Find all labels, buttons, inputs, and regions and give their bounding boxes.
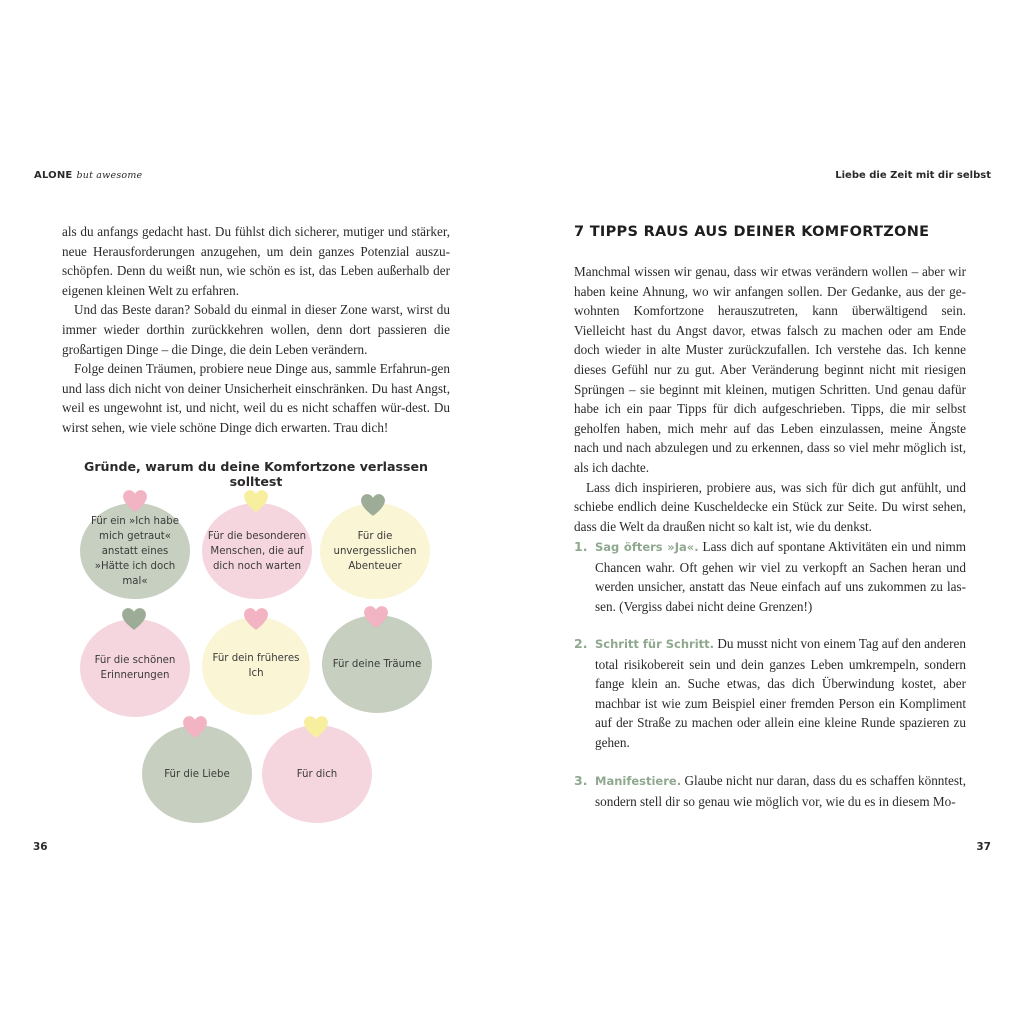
left-page-text (62, 222, 450, 438)
brand-script: but awesome (76, 170, 143, 181)
tip-item (574, 771, 966, 811)
heart-icon (182, 715, 208, 739)
bubble-text: Für die schönen Erinnerungen (94, 655, 176, 681)
bubble-text: Für dein früheres Ich (212, 653, 300, 679)
tip-number: 2. (574, 636, 588, 651)
reason-bubble (142, 725, 252, 823)
tip-lead: Schritt für Schritt. (595, 637, 715, 651)
heart-icon (363, 605, 389, 629)
heart-icon (243, 607, 269, 631)
heart-icon (122, 489, 148, 513)
reason-bubble (80, 503, 190, 599)
tip-number: 3. (574, 773, 588, 788)
tip-item (574, 634, 966, 753)
running-head-left (34, 170, 142, 181)
paragraph: Folge deinen Träumen, probiere neue Dinge aus, sammle Erfahrun-gen und lass dich nicht von deiner Unsicherheit einschränken. Du hast Angst, weil es ungewohnt ist, und nicht, weil du es nicht schaffen wür-dest. Du wirst sehen, wie viele schöne Dinge dich erwarten. Trau dich! (62, 361, 450, 435)
paragraph: als du anfangs gedacht hast. Du fühlst dich sicherer, mutiger und stärker, neue Herausforderungen anzugehen, um dein ganzes Potenzial auszu-schöpfen. Denn du weißt nun, wie schön es ist, das Leben außerhalb der eigenen kleinen Welt zu erfahren. (62, 224, 450, 298)
reason-bubble (320, 503, 430, 599)
heart-icon (360, 493, 386, 517)
infographic-title: Gründe, warum du deine Komfortzone verlassen solltest (84, 459, 428, 489)
bubble-text: Für deine Träume (332, 658, 422, 670)
reason-bubble (262, 725, 372, 823)
paragraph: Und das Beste daran? Sobald du einmal in dieser Zone warst, wirst du immer wieder dorthin zurückkehren wollen, denn dort passieren die großartigen Dinge – die Dinge, die dein Leben verändern. (62, 302, 450, 357)
tip-text: Lass dich auf spontane Aktivitäten ein und nimm Chancen wahr. Oft gehen wir viel zu verkopft an Sachen heran und werden unsicher, anstatt das Neue einfach auf uns zukommen zu las-sen. (Vergiss dabei nicht deine Grenzen!) (595, 539, 966, 614)
tip-lead: Manifestiere. (595, 774, 682, 788)
reason-bubble (202, 617, 310, 715)
heart-icon (243, 489, 269, 513)
reason-bubble (322, 615, 432, 713)
reason-bubble (202, 503, 312, 599)
bubble-text: Für ein »Ich habe mich getraut« anstatt eines »Hätte ich doch mal« (91, 515, 179, 587)
tip-text: Glaube nicht nur daran, dass du es schaffen könntest, sondern stell dir so genau wie möglich vor, wie du es in diesem Mo- (595, 773, 966, 809)
tip-number: 1. (574, 539, 588, 554)
bubble-text: Für dich (296, 768, 338, 780)
running-head-right: Liebe die Zeit mit dir selbst (835, 170, 991, 181)
bubble-text: Für die unvergesslichen Abenteuer (333, 530, 417, 572)
paragraph: Lass dich inspirieren, probiere aus, was sich für dich gut anfühlt, und schiebe endlich deine Kuscheldecke ein Stück zur Seite. Du wirst sehen, dass die Welt da draußen nicht so kalt ist, wie du denkst. (574, 479, 966, 534)
heart-icon (121, 607, 147, 631)
brand-title: ALONE (34, 170, 73, 181)
reason-bubble (80, 619, 190, 717)
bubble-text: Für die besonderen Menschen, die auf dich noch warten (207, 530, 307, 572)
heart-icon (303, 715, 329, 739)
bubble-text: Für die Liebe (164, 768, 230, 780)
tip-item (574, 537, 966, 616)
tip-lead: Sag öfters »Ja«. (595, 540, 699, 554)
page-number-right: 37 (976, 841, 991, 853)
page-number-left: 36 (33, 841, 48, 853)
section-title: 7 TIPPS RAUS AUS DEINER KOMFORTZONE (574, 224, 930, 240)
right-page-text (574, 262, 966, 536)
paragraph: Manchmal wissen wir genau, dass wir etwas verändern wollen – aber wir haben keine Ahnung, wo wir anfangen sollen. Der Gedanke, aus der ge-wohnten Komfortzone herauszutreten, kann überwältigend sein. Vielleicht hast du Angst davor, etwas falsch zu machen oder am Ende doch wieder in alte Muster zurückzufallen. Ich verstehe das. Ich kenne dieses Gefühl nur zu gut. Aber Veränderung beginnt nicht mit riesigen Sprüngen – sie beginnt mit kleinen, mutigen Schritten. Und genau dafür habe ich ein paar Tipps für dich aufgeschrieben. Tipps, die mir selbst geholfen haben, mich mehr auf das Leben einzulassen, meine Ängste nach und nach abzulegen und zu erkennen, dass so viel mehr möglich ist, als ich dachte. (574, 264, 966, 475)
tip-text: Du musst nicht von einem Tag auf den anderen total risikobereit sein und dein ganzes Leben umkrempeln, sondern fange klein an. Suche etwas, das dich Überwindung kostet, aber machbar ist wie zum Beispiel einer fremden Person ein Kompliment auf der Straße zu machen oder allein eine kleine Runde spazieren zu gehen. (595, 636, 966, 750)
